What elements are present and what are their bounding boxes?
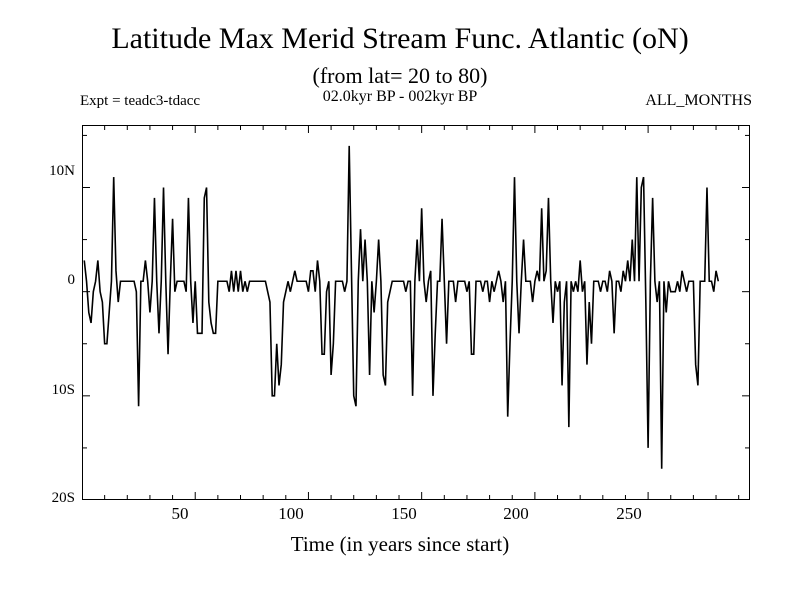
xtick-label-50: 50 — [171, 504, 189, 523]
ytick-label-10n: 10N — [49, 163, 75, 179]
chart-plot-area — [82, 125, 750, 500]
months-label: ALL_MONTHS — [645, 92, 752, 109]
xtick-label-150: 150 — [391, 504, 417, 523]
xtick-label-250: 250 — [616, 504, 642, 523]
period-label: 02.0kyr BP - 002kyr BP — [322, 88, 478, 105]
page-title: Latitude Max Merid Stream Func. Atlantic (oN) — [111, 22, 689, 55]
ytick-label-0: 0 — [67, 272, 75, 288]
page-subtitle: (from lat= 20 to 80) — [312, 63, 488, 88]
xaxis-title: Time (in years since start) — [290, 532, 510, 556]
ytick-label-10s: 10S — [51, 382, 75, 398]
xtick-label-100: 100 — [278, 504, 304, 523]
experiment-label: Expt = teadc3-tdacc — [80, 93, 201, 109]
xtick-label-200: 200 — [503, 504, 529, 523]
ytick-label-20s: 20S — [51, 490, 75, 506]
